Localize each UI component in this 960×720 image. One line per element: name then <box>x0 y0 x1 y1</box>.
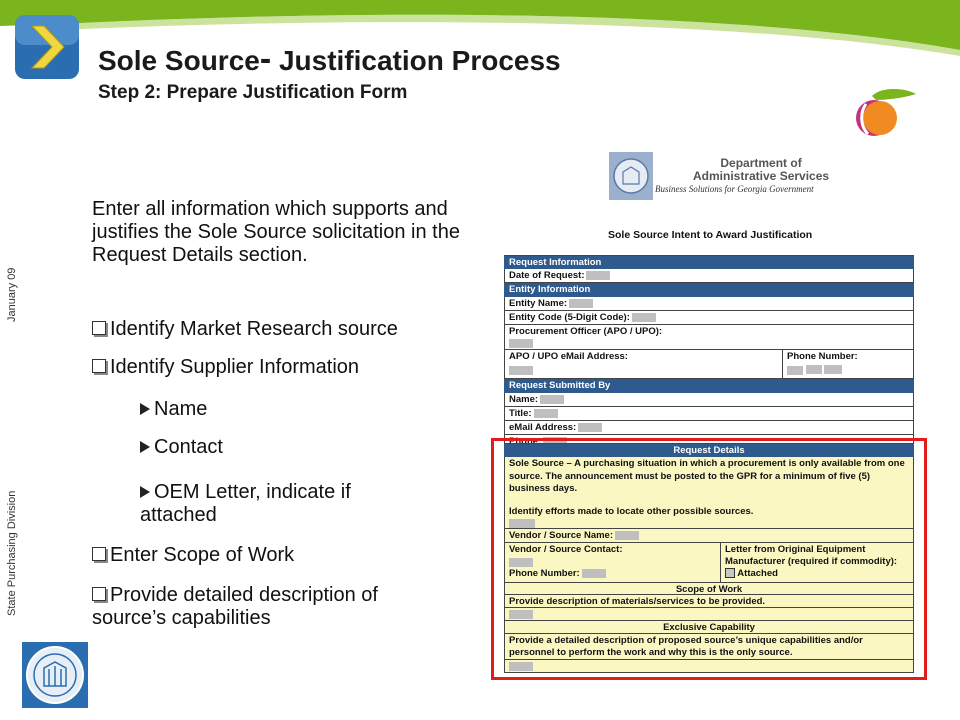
bullet-capabilities: Provide detailed description of source’s capabilities <box>92 584 378 629</box>
checkbox-bullet-icon <box>92 587 106 601</box>
checkbox-bullet-icon <box>92 321 106 335</box>
peach-logo-icon <box>846 86 918 138</box>
bullet-supplier-info: Identify Supplier Information <box>92 356 359 379</box>
vendor-contact-row: Vendor / Source Contact: Phone Number: Letter from Original Equipment Manufacturer (required if commodity): Attached <box>504 543 914 583</box>
checkbox-bullet-icon <box>92 547 106 561</box>
section-request-details: Request Details <box>504 444 914 457</box>
arrow-bullet-icon <box>140 441 150 453</box>
scope-of-work-desc: Provide description of materials/services to be provided. <box>504 595 914 608</box>
arrow-logo-icon <box>14 14 80 80</box>
sole-source-definition: Sole Source – A purchasing situation in which a procurement is only available from one source. The announcement must be posted to the GPR for a minimum of five (5) business days. Identify efforts made to locate other possible sources. <box>504 457 914 529</box>
date-of-request-field[interactable]: Date of Request: <box>504 269 914 283</box>
scope-of-work-title: Scope of Work <box>504 583 914 595</box>
apo-email-phone-row: APO / UPO eMail Address: Phone Number: <box>504 350 914 379</box>
procurement-officer-field[interactable]: Procurement Officer (APO / UPO): <box>504 325 914 350</box>
entity-name-field[interactable]: Entity Name: <box>504 297 914 311</box>
form-title: Sole Source Intent to Award Justification <box>608 229 813 241</box>
vendor-name-field[interactable]: Vendor / Source Name: <box>504 529 914 543</box>
request-details-highlight <box>491 438 927 680</box>
sub-bullet-contact: Contact <box>140 436 223 459</box>
arrow-bullet-icon <box>140 403 150 415</box>
bullet-scope-of-work: Enter Scope of Work <box>92 544 294 567</box>
page-title: Sole Source- Justification Process <box>98 40 561 78</box>
submitter-title-field[interactable]: Title: <box>504 407 914 421</box>
entity-code-field[interactable]: Entity Code (5-Digit Code): <box>504 311 914 325</box>
section-request-info: Request Information <box>504 255 914 269</box>
arrow-bullet-icon <box>140 486 150 498</box>
section-submitted-by: Request Submitted By <box>504 379 914 393</box>
georgia-seal-icon <box>22 642 88 708</box>
sub-bullet-name: Name <box>140 398 207 421</box>
submitter-name-field[interactable]: Name: <box>504 393 914 407</box>
exclusive-capability-title: Exclusive Capability <box>504 621 914 634</box>
side-division-label: State Purchasing Division <box>6 490 18 616</box>
doas-org-name: Department of Administrative Services <box>693 156 830 183</box>
bullet-market-research: Identify Market Research source <box>92 318 398 341</box>
exclusive-capability-desc: Provide a detailed description of proposed source’s unique capabilities and/or personnel to perform the work and why this is the only source. <box>504 634 914 660</box>
apo-phone-field[interactable]: Phone Number: <box>782 350 913 378</box>
section-entity-info: Entity Information <box>504 283 914 297</box>
submitter-phone-field[interactable]: Phone: <box>504 435 914 444</box>
intro-paragraph: Enter all information which supports and justifies the Sole Source solicitation in the Request Details section. <box>92 198 460 266</box>
page-subtitle: Step 2: Prepare Justification Form <box>98 82 408 103</box>
side-date-label: January 09 <box>6 267 18 322</box>
oem-letter-cell: Letter from Original Equipment Manufacturer (required if commodity): Attached <box>720 543 913 582</box>
checkbox-bullet-icon <box>92 359 106 373</box>
doas-logo-icon <box>609 152 653 200</box>
submitter-email-field[interactable]: eMail Address: <box>504 421 914 435</box>
sub-bullet-oem: OEM Letter, indicate if attached <box>140 481 351 526</box>
doas-tagline: Business Solutions for Georgia Government <box>655 184 814 194</box>
